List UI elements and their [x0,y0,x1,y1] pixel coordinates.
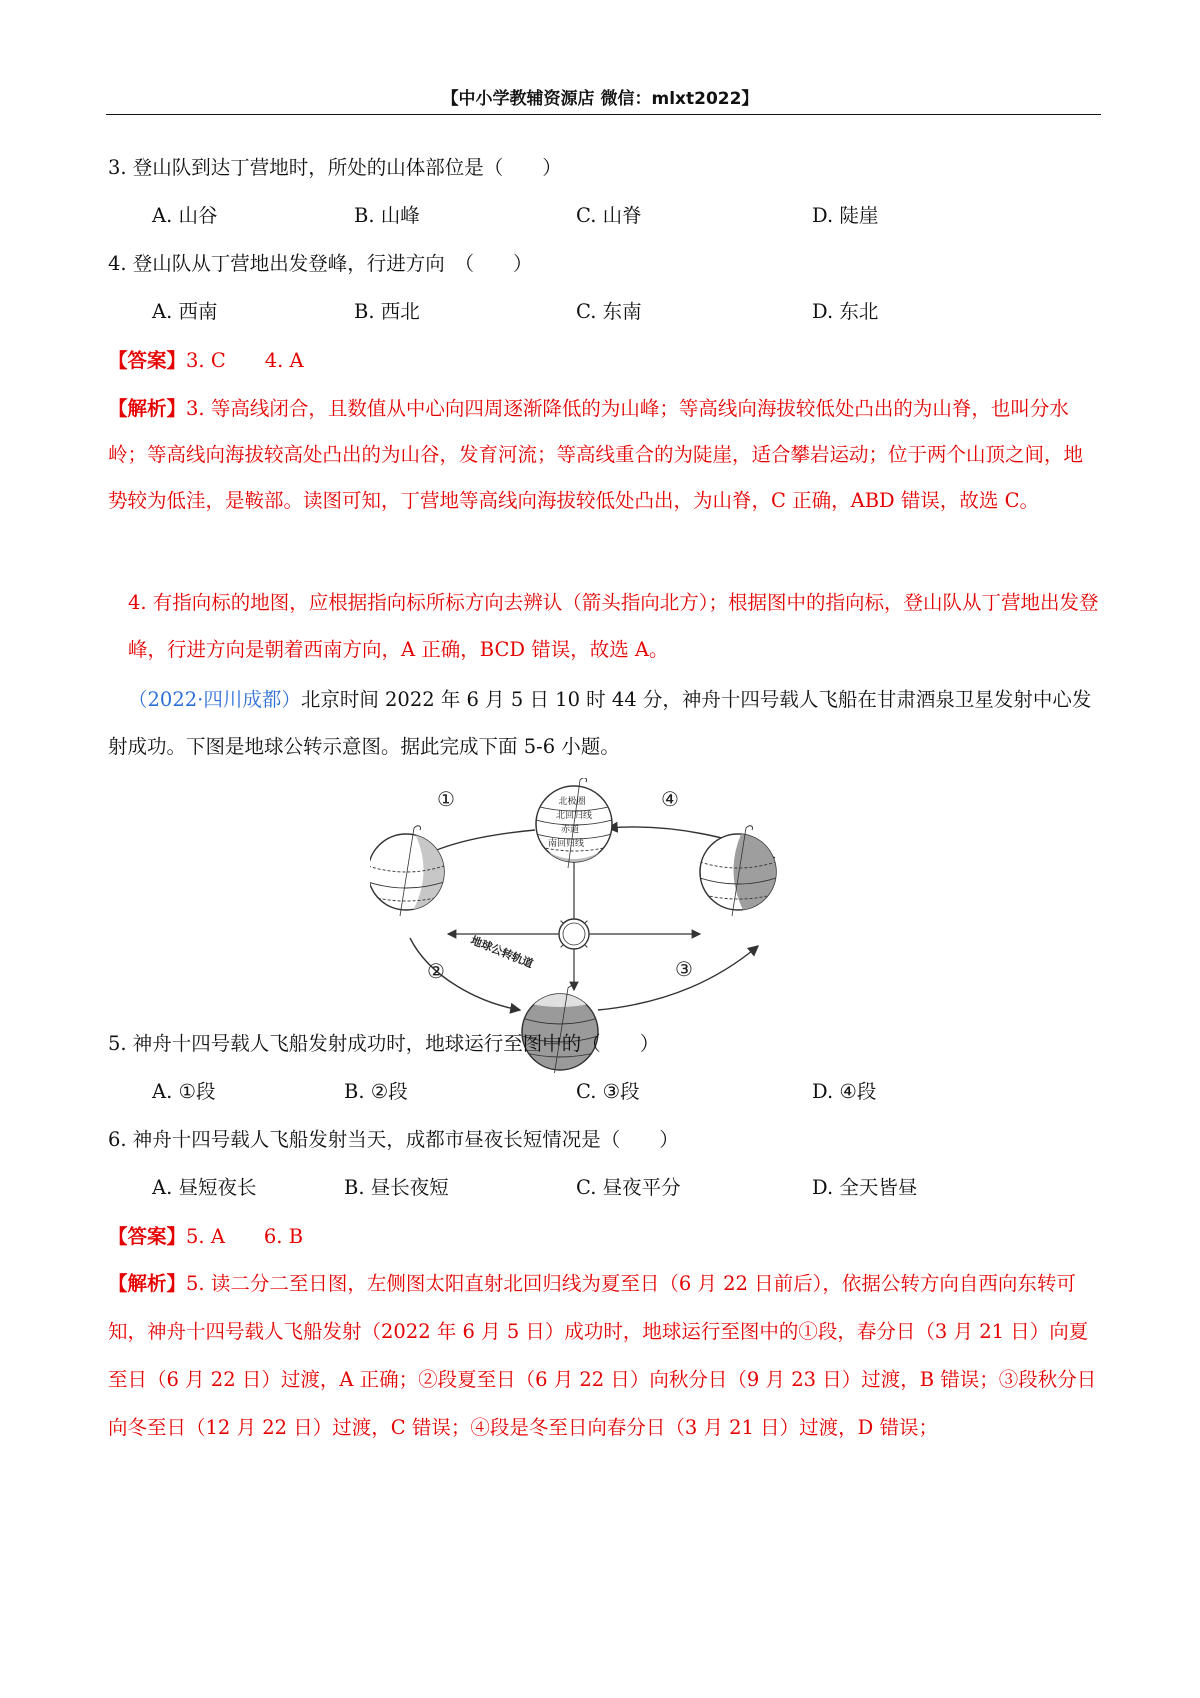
earth-bottom [522,986,598,1073]
earth-right [700,826,778,916]
label-arctic-circle: 北极圈 [558,797,586,807]
orbit-label: 地球公转轨道 [468,933,535,971]
q6-option-b: B. 昼长夜短 [344,1176,449,1199]
q5-option-b: B. ②段 [344,1080,408,1103]
intro-text: 北京时间 2022 年 6 月 5 日 10 时 44 分，神舟十四号载人飞船在甘肃酒泉卫星发射中心发射成功。下图是地球公转示意图。据此完成下面 5-6 小题。 [108,688,1092,758]
earth-left [370,826,446,916]
page-header: 【中小学教辅资源店 微信：mlxt2022】 [441,89,759,109]
sun-icon [555,915,593,953]
earth-top [536,778,612,868]
q3-option-c: C. 山脊 [576,204,642,227]
q4-option-d: D. 东北 [812,300,879,323]
q6-option-a: A. 昼短夜长 [152,1176,257,1199]
earth-revolution-diagram [370,778,842,1073]
q5-option-c: C. ③段 [576,1080,640,1103]
q3-option-d: D. 陡崖 [812,204,879,227]
q6-stem: 6. 神舟十四号载人飞船发射当天，成都市昼夜长短情况是（ ） [108,1128,679,1151]
analysis-2 [108,1260,1100,1452]
q3-stem: 3. 登山队到达丁营地时，所处的山体部位是（ ） [108,156,562,179]
segment-2-label: ② [427,959,445,983]
analysis-2-label: 【解析】 [108,1272,187,1295]
answer-2-value: 5. A 6. B [186,1225,304,1248]
segment-3-label: ③ [675,957,693,981]
analysis-2-text: 5. 读二分二至日图，左侧图太阳直射北回归线为夏至日（6 月 22 日前后），依据公转方向自西向东转可知，神舟十四号载人飞船发射（2022 年 6 月 5 日）成功时，地球运行至图中的①段，春分日（3 月 21 日）向夏至日（6 月 22 日）过渡，A 正确；②段夏至日（6 月 22 日）向秋分日（9 月 23 日）过渡，B 错误；③段秋分日向冬至日（12 月 22 日）过渡，C 错误；④段是冬至日向春分日（3 月 21 日）过渡，D 错误； [108,1272,1097,1439]
q3-option-a: A. 山谷 [152,204,218,227]
answer-1 [108,351,304,371]
q4-stem: 4. 登山队从丁营地出发登峰，行进方向 （ ） [108,252,533,275]
analysis-1-part2: 4. 有指向标的地图，应根据指向标所标方向去辨认（箭头指向北方）；根据图中的指向标，登山队从丁营地出发登峰，行进方向是朝着西南方向，A 正确，BCD 错误，故选 A。 [128,591,1099,661]
q5-option-a: A. ①段 [152,1080,216,1103]
label-equator: 赤道 [560,825,580,835]
answer-1-value: 3. C 4. A [186,349,304,372]
intro-paragraph [108,676,1100,770]
answer-2 [108,1227,303,1247]
answer-2-label: 【答案】 [108,1225,187,1248]
analysis-1-label: 【解析】 [108,397,187,420]
header-rule [106,114,1101,115]
q4-option-b: B. 西北 [354,300,420,323]
segment-4-label: ④ [661,787,679,811]
q6-option-d: D. 全天皆昼 [812,1176,918,1199]
analysis-1-text: 3. 等高线闭合，且数值从中心向四周逐渐降低的为山峰；等高线向海拔较低处凸出的为山脊，也叫分水岭；等高线向海拔较高处凸出的为山谷，发育河流；等高线重合的为陡崖，适合攀岩运动；位于两个山顶之间，地势较为低洼，是鞍部。读图可知，丁营地等高线向海拔较低处凸出，为山脊，C 正确，ABD 错误，故选 C。 [108,397,1084,512]
q3-option-b: B. 山峰 [354,204,420,227]
q4-option-a: A. 西南 [152,300,218,323]
intro-source: （2022·四川成都） [128,688,301,711]
analysis-1 [108,386,1100,524]
label-tropic-capricorn: 南回归线 [547,839,585,849]
q5-stem: 5. 神舟十四号载人飞船发射成功时，地球运行至图中的（ ） [108,1032,660,1055]
q6-option-c: C. 昼夜平分 [576,1176,681,1199]
q4-option-c: C. 东南 [576,300,642,323]
segment-1-label: ① [437,787,455,811]
q5-option-d: D. ④段 [812,1080,877,1103]
label-tropic-cancer: 北回归线 [555,811,593,821]
answer-1-label: 【答案】 [108,349,187,372]
